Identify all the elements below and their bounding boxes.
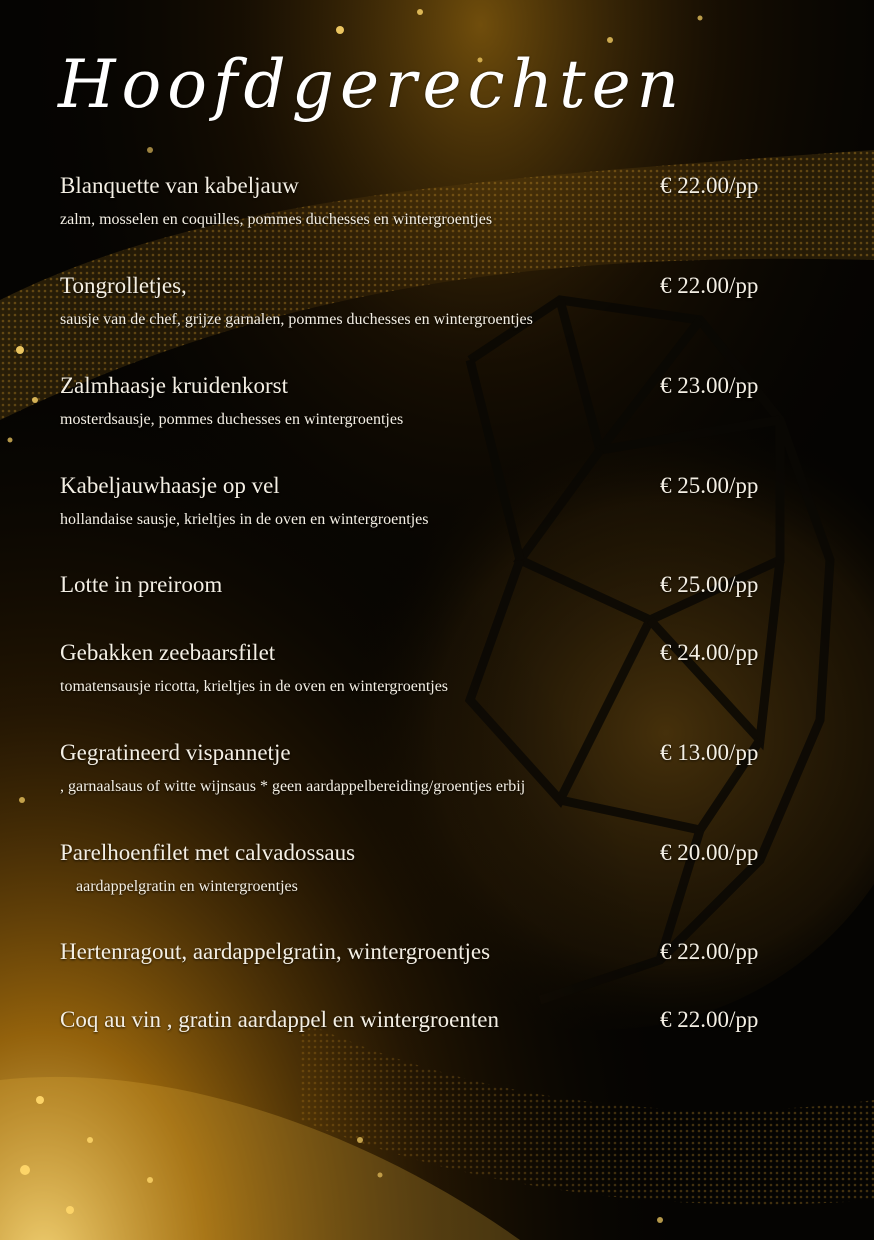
item-price: € 25.00/pp bbox=[660, 572, 759, 597]
item-name: Hertenragout, aardappelgratin, wintergroentjes bbox=[60, 939, 491, 964]
item-description: tomatensausje ricotta, krieltjes in de oven en wintergroentjes bbox=[60, 678, 449, 695]
item-name: Lotte in preiroom bbox=[60, 572, 223, 597]
item-price: € 25.00/pp bbox=[660, 473, 759, 498]
item-name: Gebakken zeebaarsfilet bbox=[60, 640, 276, 665]
item-name: Zalmhaasje kruidenkorst bbox=[60, 373, 289, 398]
item-price: € 24.00/pp bbox=[660, 640, 759, 665]
page-title: Hoofdgerechten bbox=[58, 46, 686, 123]
item-description: aardappelgratin en wintergroentjes bbox=[76, 878, 298, 895]
item-name: Gegratineerd vispannetje bbox=[60, 740, 291, 765]
item-description: hollandaise sausje, krieltjes in de oven en wintergroentjes bbox=[60, 511, 429, 528]
item-price: € 20.00/pp bbox=[660, 840, 759, 865]
item-price: € 13.00/pp bbox=[660, 740, 759, 765]
item-description: zalm, mosselen en coquilles, pommes duchesses en wintergroentjes bbox=[60, 211, 493, 228]
item-description: mosterdsausje, pommes duchesses en wintergroentjes bbox=[60, 411, 404, 428]
item-name: Blanquette van kabeljauw bbox=[60, 173, 299, 198]
item-name: Coq au vin , gratin aardappel en wintergroenten bbox=[60, 1007, 499, 1032]
item-name: Kabeljauwhaasje op vel bbox=[60, 473, 280, 498]
item-price: € 22.00/pp bbox=[660, 939, 759, 964]
item-name: Parelhoenfilet met calvadossaus bbox=[60, 840, 356, 865]
item-price: € 22.00/pp bbox=[660, 1007, 759, 1032]
item-description: , garnaalsaus of witte wijnsaus * geen aardappelbereiding/groentjes erbij bbox=[60, 778, 526, 795]
item-price: € 22.00/pp bbox=[660, 273, 759, 298]
item-price: € 22.00/pp bbox=[660, 173, 759, 198]
item-name: Tongrolletjes, bbox=[60, 273, 187, 298]
item-price: € 23.00/pp bbox=[660, 373, 759, 398]
item-description: sausje van de chef, grijze garnalen, pommes duchesses en wintergroentjes bbox=[60, 311, 533, 328]
